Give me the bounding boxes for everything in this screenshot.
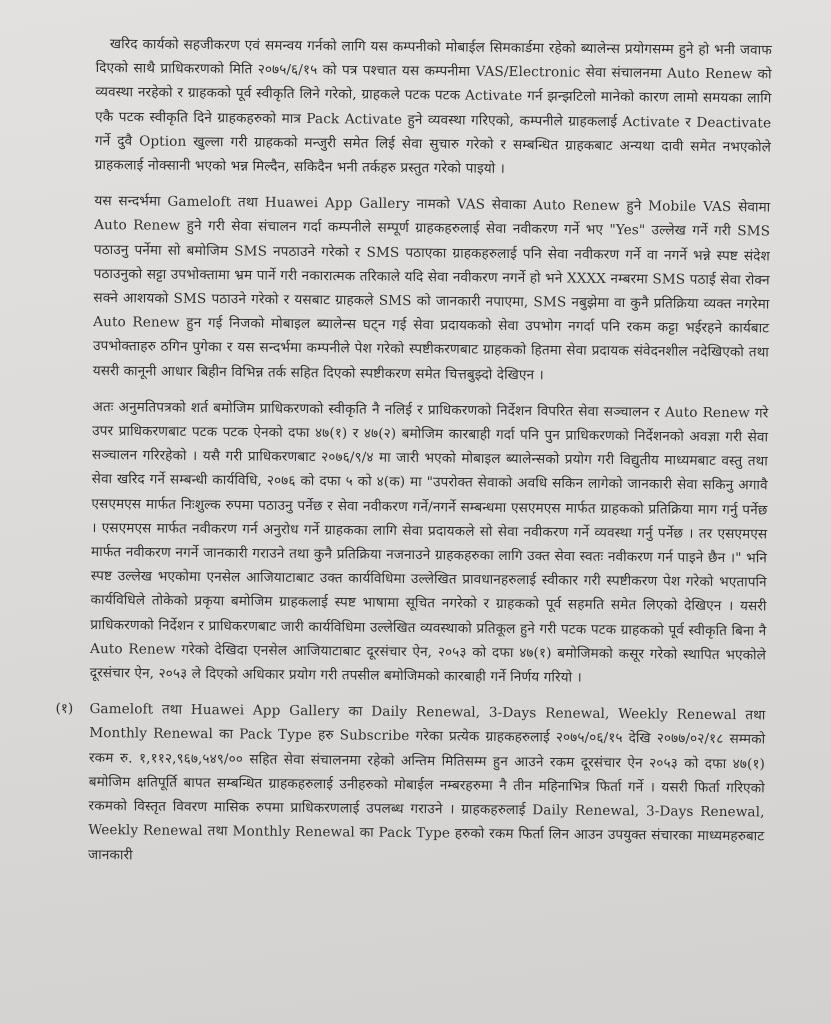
list-item-number: (१): [55, 700, 74, 718]
document-body: [55, 32, 772, 873]
list-item-text: Gameloft तथा Huawei App Gallery का Daily Renewal, 3-Days Renewal, Weekly Renewal तथा Monthly Renewal का Pack Type हरु Subscribe गरेका प्रत्येक ग्राहकहरुलाई २०७५/०६/१५ देखि २०७७/०२/१८ सम्मको रकम रु. १,११२,९६७,५४९/०० सहित सेवा संचालनमा रहेको अन्तिम मितिसम्म हुन आउने रकम दूरसंचार ऐन २०५३ को दफा ४७(१) बमोजिम क्षतिपूर्ति बापत सम्बन्धित ग्राहकहरुलाई उनीहरुको मोबाईल नम्बरहरुमा नै तीन महिनाभित्र फिर्ता गर्ने । यसरी फिर्ता गरिएको रकमको विस्तृत विवरण मासिक रुपमा प्राधिकरणलाई उपलब्ध गराउने । ग्राहकहरुलाई Daily Renewal, 3-Days Renewal, Weekly Renewal तथा Monthly Renewal का Pack Type हरुको रकम फिर्ता लिन आउन उपयुक्त संचारका माध्यमहरुबाट जानकारी: [88, 701, 766, 863]
list-item-refund-order: [55, 697, 766, 873]
paragraph-decision: अतः अनुमतिपत्रको शर्त बमोजिम प्राधिकरणको स्वीकृति नै नलिई र प्राधिकरणको निर्देशन विपरित सेवा सञ्चालन र Auto Renew गरे उपर प्राधिकरणबाट पटक पटक ऐनको दफा ४७(१) र ४७(२) बमोजिम कारबाही गर्दा पनि पुन प्राधिकरणको निर्देशनको अवज्ञा गरी सेवा सञ्चालन गरिरहेको । यसै गरी प्राधिकरणबाट २०७६/९/४ मा जारी भएको मोबाइल ब्यालेन्सको प्रयोग गरी विद्युतीय माध्यमबाट वस्तु तथा सेवा खरिद गर्ने सम्बन्धी कार्यविधि, २०७६ को दफा ५ को ४(क) मा "उपरोक्त सेवाको अवधि सकिन लागेको जानकारी सेवा सकिनु अगावै एसएमएस मार्फत निःशुल्क रुपमा पठाउनु पर्नेछ र सेवा नवीकरण गर्ने/नगर्ने सम्बन्धमा एसएमएस मार्फत ग्राहकको प्रतिक्रिया माग गर्नु पर्नेछ । एसएमएस मार्फत नवीकरण गर्न अनुरोध गर्ने ग्राहकका लागि सेवा प्रदायकले सो सेवा नवीकरण गर्ने व्यवस्था गर्नु पर्नेछ । तर एसएमएस मार्फत नवीकरण नगर्ने जानकारी गराउने तथा कुनै प्रतिक्रिया नजनाउने ग्राहकहरुका लागि उक्त सेवा स्वतः नवीकरण गर्न पाइने छैन ।" भनि स्पष्ट उल्लेख भएकोमा एनसेल आजियाटाबाट उक्त कार्यविधिमा उल्लेखित प्रावधानहरुलाई स्वीकार गरी स्पष्टीकरण पेश गरेको भएतापनि कार्यविधिले तोकेको प्रकृया बमोजिम ग्राहकलाई स्पष्ट भाषामा सूचित नगरेको र ग्राहकको पूर्व सहमति समेत लिएको देखिएन । यसरी प्राधिकरणको निर्देशन र प्राधिकरणबाट जारी कार्यविधिमा उल्लेखित व्यवस्थाको प्रतिकूल हुने गरी पटक पटक ग्राहकको पूर्व स्वीकृति बिना नै Auto Renew गरेको देखिदा एनसेल आजियाटाबाट दूरसंचार ऐन, २०५३ को दफा ४७(१) बमोजिमको कसूर गरेको स्थापित भएकोले दूरसंचार ऐन, २०५३ ले दिएको अधिकार प्रयोग गरी तपसील बमोजिमको कारबाही गर्ने निर्णय गरियो ।: [89, 398, 769, 686]
paragraph-auto-renew-context: यस सन्दर्भमा Gameloft तथा Huawei App Gallery नामको VAS सेवाका Auto Renew हुने Mobile VAS सेवामा Auto Renew हुने गरी सेवा संचालन गर्दा कम्पनीले सम्पूर्ण ग्राहकहरुलाई सेवा नवीकरण गर्ने भए "Yes" उल्लेख गर्ने गरी SMS पठाउनु पर्नेमा सो बमोजिम SMS नपठाउने गरेको र SMS पठाएका ग्राहकहरुलाई पनि सेवा नवीकरण गर्ने वा नगर्ने भन्ने स्पष्ट संदेश पठाउनुको सट्टा उपभोक्तामा भ्रम पार्ने गरी नकारात्मक तरिकाले यदि सेवा नवीकरण नगर्ने हो भने XXXX नम्बरमा SMS पठाई सेवा रोक्न सक्ने आशयको SMS पठाउने गरेको र यसबाट ग्राहकले SMS को जानकारी नपाएमा, SMS नबुझेमा वा कुनै प्रतिक्रिया व्यक्त नगरेमा Auto Renew हुन गई निजको मोबाइल ब्यालेन्स घट्न गई सेवा प्रदायकको सेवा उपभोग नगर्दा पनि रकम कट्टा भईरहने कार्यबाट उपभोक्ताहरु ठगिन पुगेका र यस सन्दर्भमा कम्पनीले पेश गरेको स्पष्टीकरणबाट ग्राहकको हितमा सेवा प्रदायक संवेदनशील नदेखिएको तथा यसरी कानूनी आधार बिहीन विभिन्न तर्क सहित दिएको स्पष्टीकरण समेत चित्तबुझ्दो देखिएन ।: [92, 193, 771, 383]
paragraph-company-argument: खरिद कार्यको सहजीकरण एवं समन्वय गर्नको लागि यस कम्पनीको मोबाईल सिमकार्डमा रहेको ब्यालेन्स प्रयोगसम्म हुने हो भनी जवाफ दिएको साथै प्राधिकरणको मिति २०७५/६/१५ को पत्र पश्चात यस कम्पनीमा VAS/Electronic सेवा संचालनमा Auto Renew को व्यवस्था नरहेको र ग्राहकको पूर्व स्वीकृति लिने गरेको, ग्राहकले पटक पटक Activate गर्न झन्झटिलो मानेको कारण लामो समयका लागि एकै पटक स्वीकृति दिने ग्राहकहरुको मात्र Pack Activate हुने व्यवस्था गरिएको, कम्पनीले ग्राहकलाई Activate र Deactivate गर्ने दुवै Option खुल्ला गरी ग्राहकको मन्जुरी समेत लिई सेवा सुचारु गरेको र सम्बन्धित ग्राहकबाट अन्यथा दावी समेत नभएकोले ग्राहकलाई नोक्सानी भएको भन्न मिल्दैन, सकिदैन भनी तर्कहरु प्रस्तुत गरेको पाइयो ।: [94, 36, 772, 177]
